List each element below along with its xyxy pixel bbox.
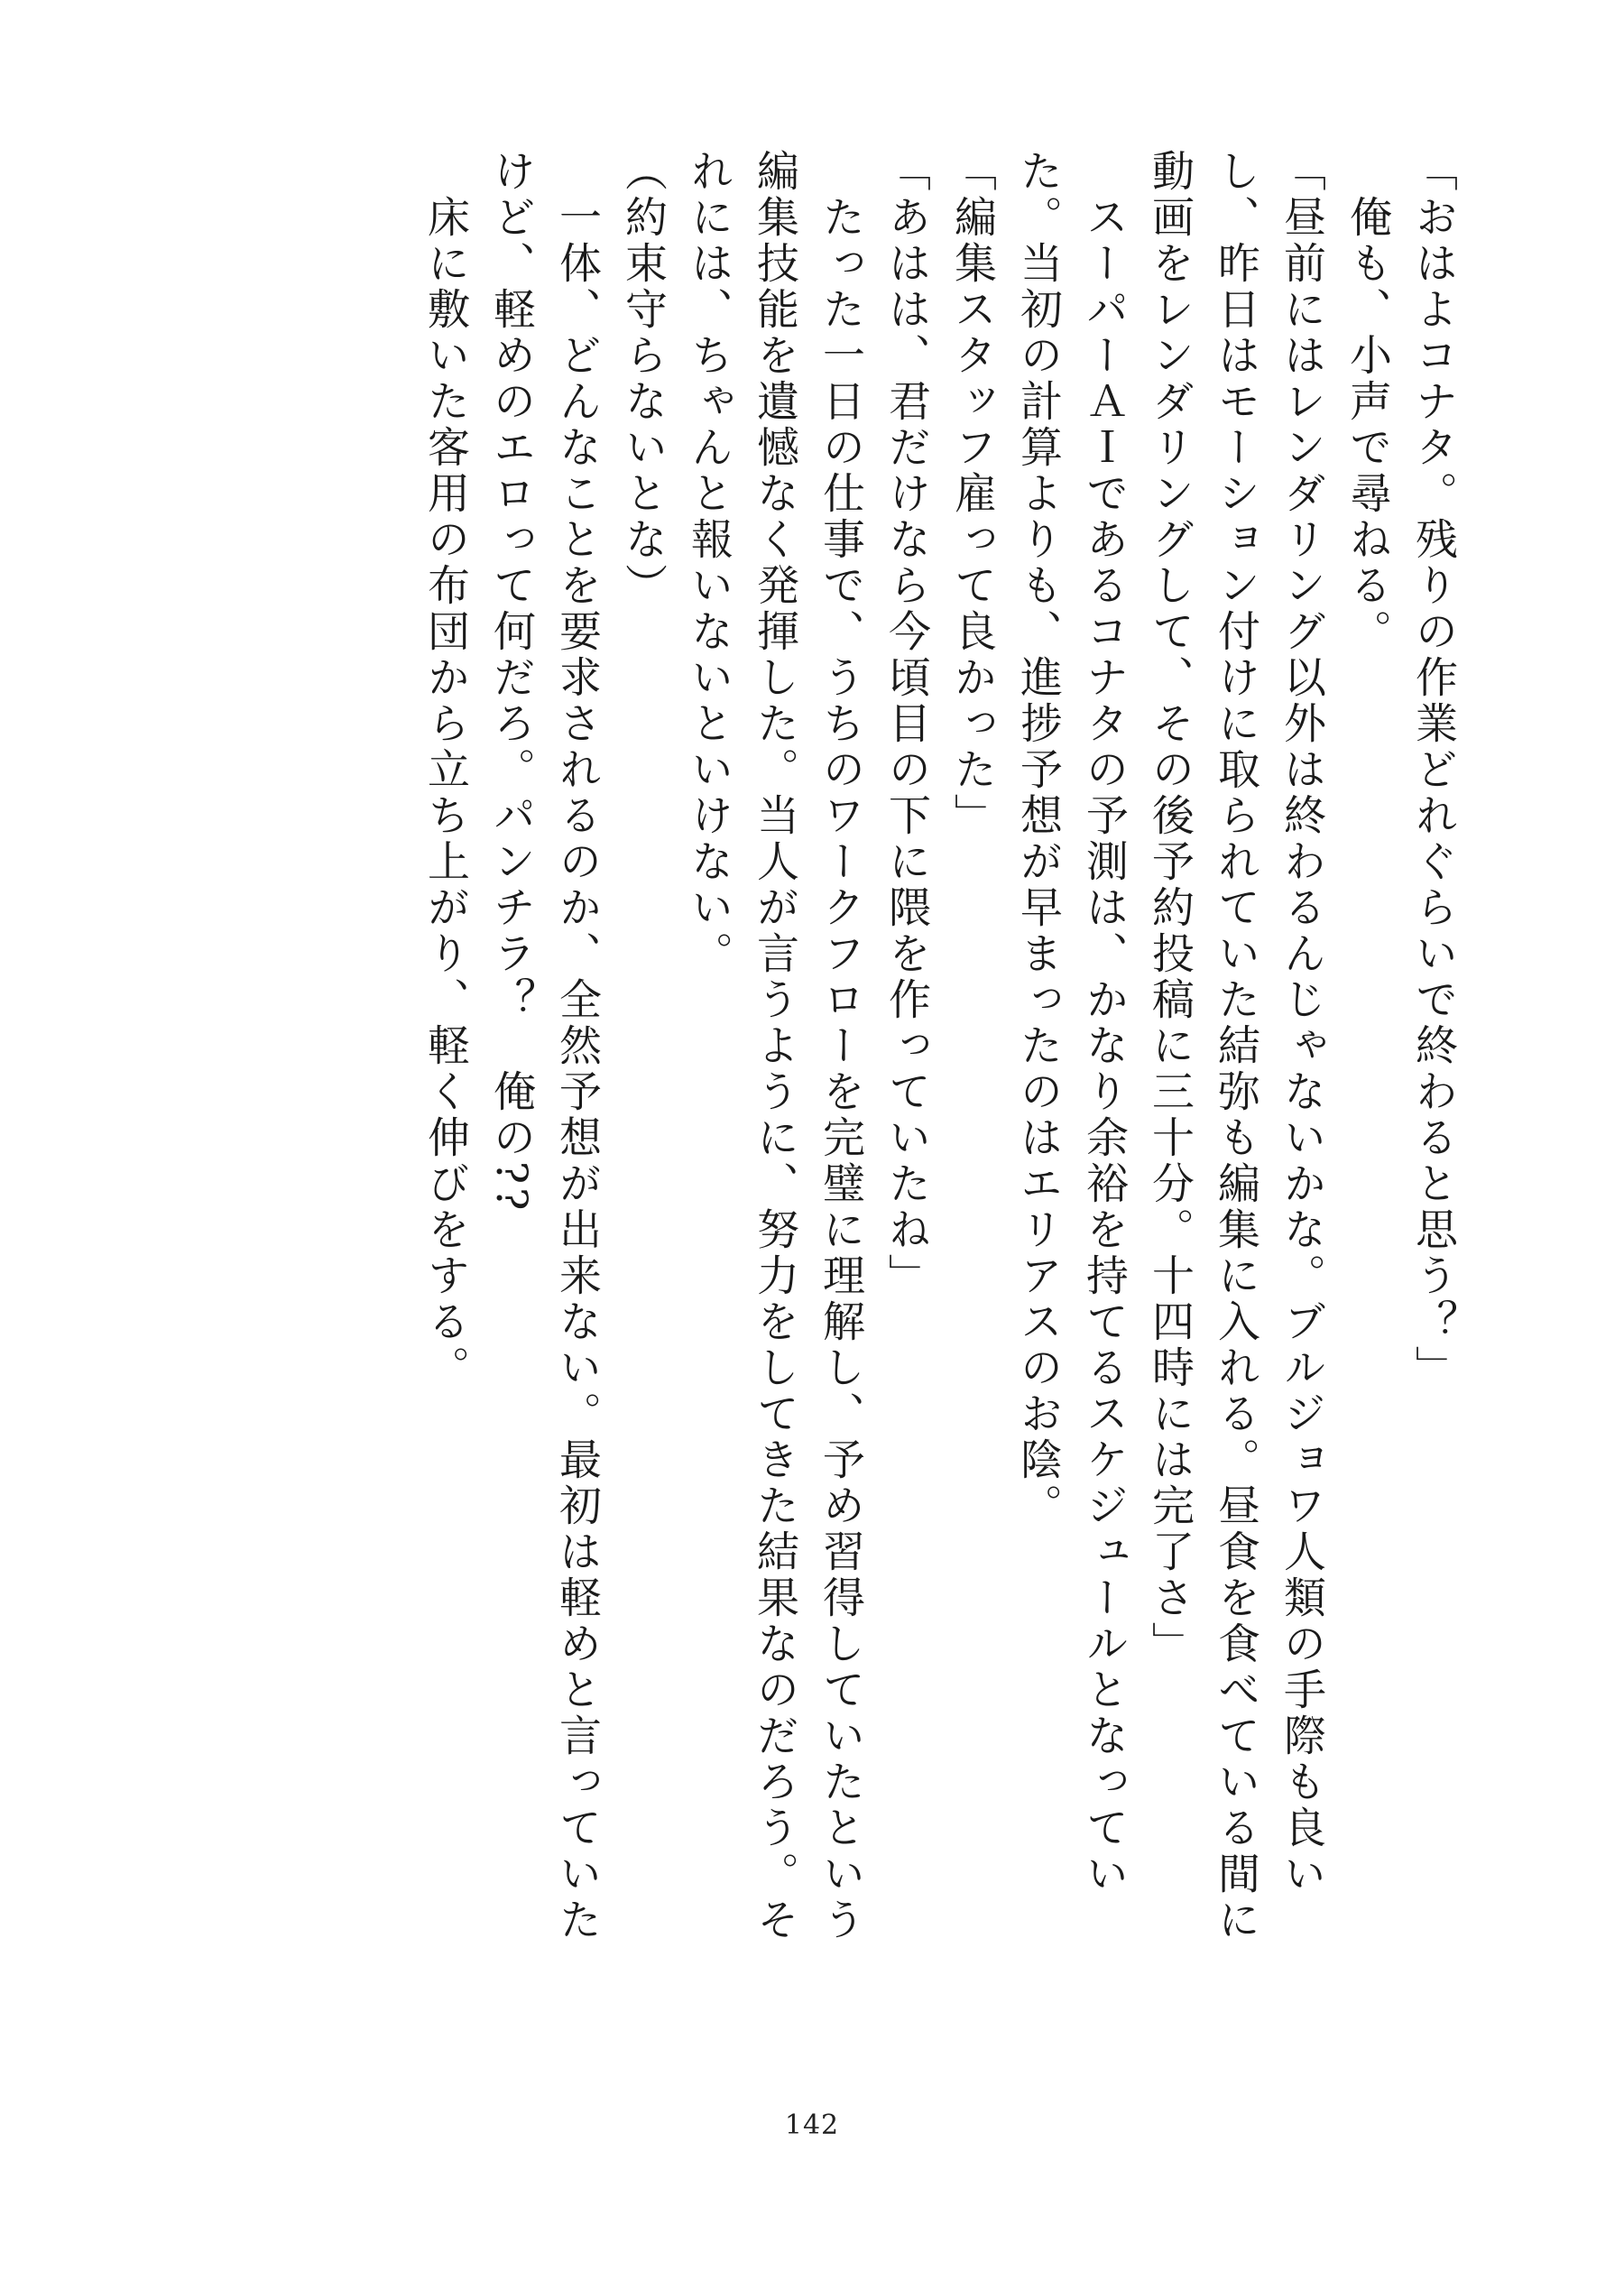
- paragraph: 「編集スタッフ雇って良かった」: [947, 149, 997, 839]
- paragraph: 床に敷いた客用の布団から立ち上がり、軽く伸びをする。: [420, 149, 470, 1391]
- vertical-text-body: [412, 149, 1466, 1944]
- paragraph: 「あはは、君だけなら今頃目の下に隈を作っていたね」: [881, 149, 931, 1299]
- paragraph: スーパーＡＩであるコナタの予測は、かなり余裕を持てるスケジュールとなっていた。当初の計算よりも、進捗予想が早まったのはエリアスのお陰。: [1013, 149, 1129, 1897]
- paragraph: 「おはよコナタ。残りの作業どれぐらいで終わると思う？」: [1408, 149, 1458, 1391]
- paragraph: 俺も、小声で尋ねる。: [1343, 149, 1392, 655]
- page-number: 142: [784, 2109, 840, 2141]
- paragraph: 「昼前にはレンダリング以外は終わるんじゃないかな。ブルジョワ人類の手際も良いし、昨日はモーション付けに取られていた結弥も編集に入れる。昼食を食べている間に動画をレンダリングして、その後予約投稿に三十分。十四時には完了さ」: [1145, 149, 1326, 1943]
- paragraph: 一体、どんなことを要求されるのか、全然予想が出来ない。最初は軽めと言っていたけど、軽めのエロって何だろ。パンチラ？ 俺の??: [486, 149, 602, 1943]
- paragraph: （約束守らないとな）: [618, 149, 668, 609]
- paragraph: たった一日の仕事で、うちのワークフローを完璧に理解し、予め習得していたという編集技能を遺憾なく発揮した。当人が言うように、努力をしてきた結果なのだろう。それには、ちゃんと報いないといけない。: [684, 149, 865, 1943]
